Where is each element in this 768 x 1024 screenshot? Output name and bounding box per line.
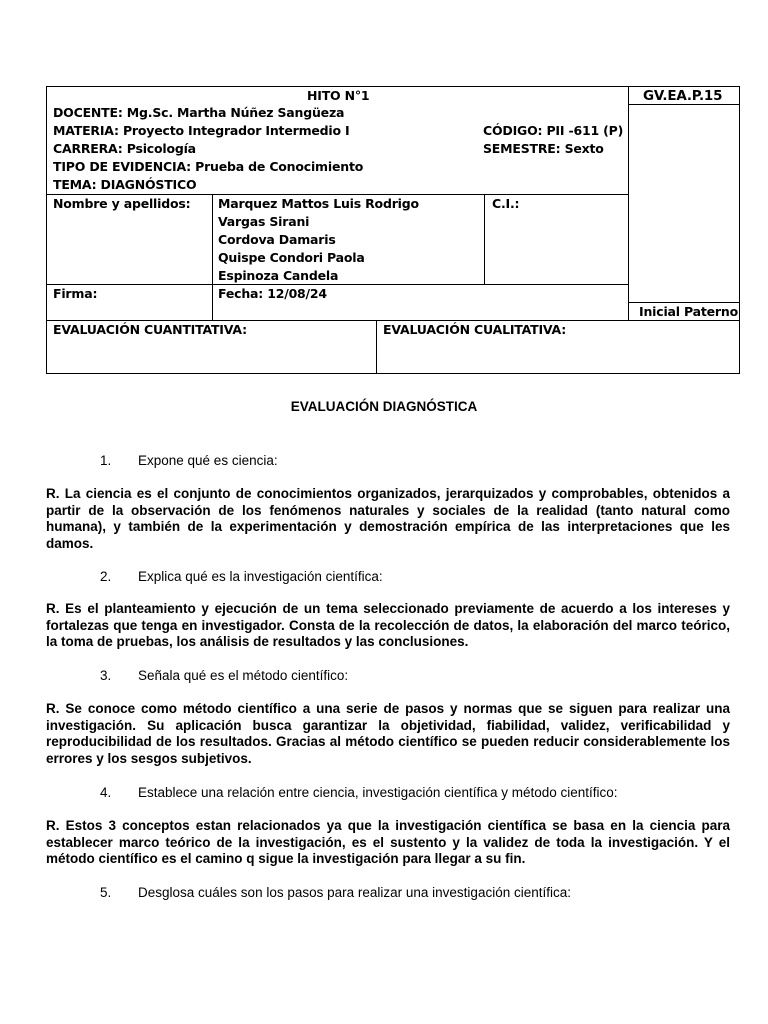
student-name: Quispe Condori Paola (218, 250, 365, 265)
tipo-evidencia-line: TIPO DE EVIDENCIA: Prueba de Conocimiento (53, 159, 364, 174)
question-number: 2. (100, 569, 112, 584)
question (100, 668, 348, 683)
question (100, 569, 383, 584)
evaluacion-cuantitativa-label: EVALUACIÓN CUANTITATIVA: (53, 322, 247, 337)
evaluacion-cualitativa-label: EVALUACIÓN CUALITATIVA: (383, 322, 567, 337)
question (100, 885, 571, 900)
header-form-table (46, 86, 740, 374)
question-text: Expone qué es ciencia: (138, 453, 278, 468)
answer: R. Es el planteamiento y ejecución de un tema seleccionado previamente de acuerdo a los intereses y fortalezas que tenga en investigador. Consta de la recolección de datos, la elaboración del marco teórico, la toma de pruebas, los análisis de resultados y las conclusiones. (46, 601, 730, 650)
question (100, 453, 278, 468)
question-number: 5. (100, 885, 112, 900)
student-name: Cordova Damaris (218, 232, 336, 247)
student-name: Vargas Sirani (218, 214, 310, 229)
nombre-label: Nombre y apellidos: (53, 196, 191, 211)
student-name: Espinoza Candela (218, 268, 339, 283)
question-text: Desglosa cuáles son los pasos para realizar una investigación científica: (138, 885, 571, 900)
fecha-line: Fecha: 12/08/24 (218, 286, 327, 301)
answer: R. La ciencia es el conjunto de conocimientos organizados, jerarquizados y comprobables, obtenidos a partir de la observación de los fenómenos naturales y sociales de la realidad (tanto natural como humana), y también de la experimentación y demostración empírica de las interpretaciones que les damos. (46, 486, 730, 551)
document-code: GV.EA.P.15 (643, 88, 723, 104)
codigo-line: CÓDIGO: PII -611 (P) (483, 123, 624, 138)
section-title: EVALUACIÓN DIAGNÓSTICA (290, 399, 478, 414)
answer: R. Se conoce como método científico a una serie de pasos y normas que se siguen para realizar una investigación. Su aplicación busca garantizar la objetividad, fiabilidad, validez, verificabilidad y reproducibilidad de los resultados. Gracias al método científico se pueden reducir considerablemente los errores y los sesgos subjetivos. (46, 701, 730, 766)
student-name: Marquez Mattos Luis Rodrigo (218, 196, 419, 211)
inicial-paterno-label: Inicial Paterno (639, 304, 738, 319)
materia-line: MATERIA: Proyecto Integrador Intermedio I (53, 123, 350, 138)
hito-label: HITO N°1 (307, 88, 370, 103)
question-text: Explica qué es la investigación científica: (138, 569, 383, 584)
firma-label: Firma: (53, 286, 98, 301)
question-number: 4. (100, 785, 112, 800)
docente-line: DOCENTE: Mg.Sc. Martha Núñez Sangüeza (53, 105, 345, 120)
carrera-line: CARRERA: Psicología (53, 141, 196, 156)
question-number: 1. (100, 453, 112, 468)
question-text: Establece una relación entre ciencia, investigación científica y método científico: (138, 785, 618, 800)
question-text: Señala qué es el método científico: (138, 668, 349, 683)
question-number: 3. (100, 668, 112, 683)
semestre-line: SEMESTRE: Sexto (483, 141, 604, 156)
answer: R. Estos 3 conceptos estan relacionados ya que la investigación científica se basa en la ciencia para establecer marco teórico de la investigación, es el sustento y la validez de toda la investigación. Y el método científico es el camino q sigue la investigación para llegar a su fin. (46, 818, 730, 867)
ci-label: C.I.: (492, 196, 520, 211)
question (100, 785, 618, 800)
tema-line: TEMA: DIAGNÓSTICO (53, 177, 197, 192)
